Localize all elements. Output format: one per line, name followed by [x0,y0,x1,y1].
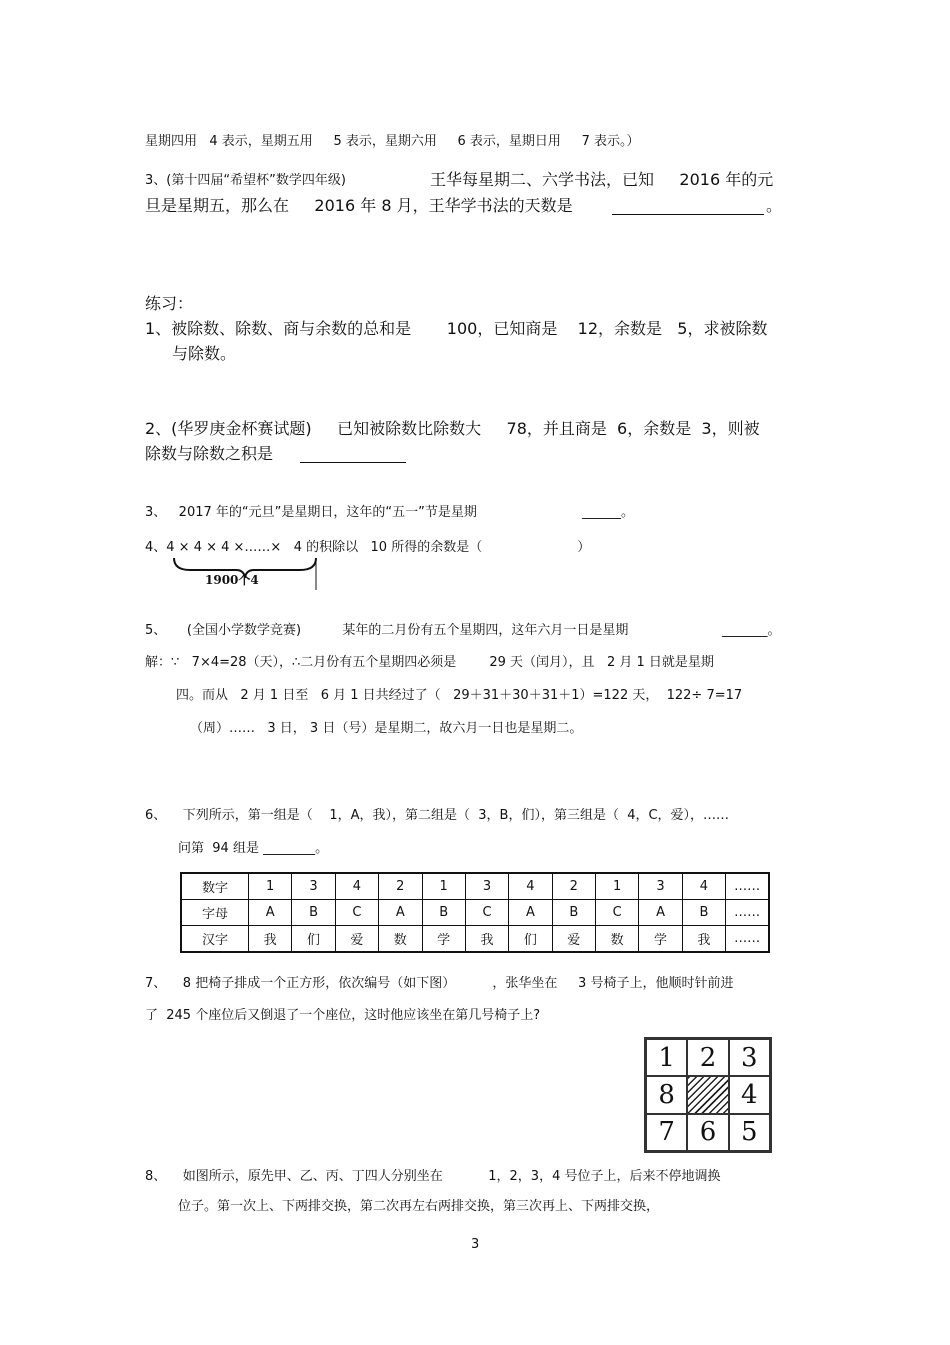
practice-1-text-b: 与除数。 [172,344,237,363]
table-cell: B [292,900,335,926]
table-row [181,926,769,953]
row-label: 汉字 [181,926,249,953]
chair-number: 8 [646,1076,687,1113]
chair-number: 7 [646,1114,687,1151]
table-cell: 2 [552,873,595,900]
table-cell: 我 [682,926,725,953]
table-row [181,873,769,900]
practice-3-text: 3、 2017 年的“元旦”是星期日，这年的“五一”节是星期 [145,505,477,520]
table-row [181,900,769,926]
table-cell: 们 [509,926,552,953]
table-cell: …… [726,926,769,953]
question-3-text-b: 旦是星期五，那么在 2016 年 8 月，王华学书法的天数是 [145,196,573,215]
table-cell: A [249,900,292,926]
practice-heading: 练习： [145,294,194,313]
chair-number: 3 [729,1039,770,1076]
table-cell: C [335,900,378,926]
practice-5-end: _______。 [722,623,781,638]
table-cell: C [465,900,508,926]
underbrace-label: 1900个4 [205,573,259,587]
practice-6-text-a: 6、 下列所示，第一组是（ 1，A，我），第二组是（ 3，B，们），第三组是（ 4，C，爱），…… [145,808,730,823]
table-cell: …… [726,873,769,900]
table-cell: 3 [639,873,682,900]
practice-2-text-a: 2、(华罗庚金杯赛试题) 已知被除数比除数大 78，并且商是 6，余数是 3，则被 [145,419,760,438]
chair-number: 1 [646,1039,687,1076]
practice-1-text-a: 1、被除数、除数、商与余数的总和是 100，已知商是 12，余数是 5，求被除数 [145,319,768,338]
table-cell: B [682,900,725,926]
sequence-table [180,872,770,953]
hatched-center-cell [687,1076,728,1113]
table-cell: 爱 [552,926,595,953]
chair-number: 2 [687,1039,728,1076]
chair-grid [644,1037,772,1153]
practice-3-end: ______。 [582,505,635,520]
table-cell: 4 [509,873,552,900]
row-label: 数字 [181,873,249,900]
table-cell: 1 [249,873,292,900]
table-cell: 爱 [335,926,378,953]
question-3-end: 。 [766,196,783,215]
chair-number: 6 [687,1114,728,1151]
table-cell: 3 [465,873,508,900]
practice-4-text: 4、4 × 4 × 4 ×……× 4 的积除以 10 所得的余数是（ ） [145,540,591,555]
table-cell: 1 [596,873,639,900]
chair-number: 4 [729,1076,770,1113]
table-cell: 4 [335,873,378,900]
solution-line-1: 解：∵ 7×4=28（天），∴二月份有五个星期四必须是 29 天（闰月），且 2 月 1 日就是星期 [145,655,714,670]
answer-blank [612,213,764,215]
practice-6-text-b: 问第 94 组是 ________。 [178,841,329,856]
table-cell: B [552,900,595,926]
practice-8-text-a: 8、 如图所示，原先甲、乙、丙、丁四人分别坐在 1，2，3，4 号位子上，后来不停地调换 [145,1169,721,1184]
table-cell: A [379,900,422,926]
practice-7-text-b: 了 245 个座位后又倒退了一个座位，这时他应该坐在第几号椅子上? [145,1008,541,1023]
practice-8-text-b: 位子。第一次上、下两排交换，第二次再左右两排交换，第三次再上、下两排交换， [178,1199,660,1214]
page-number: 3 [471,1237,480,1252]
solution-line-3: （周）…… 3 日， 3 日（号）是星期二，故六月一日也是星期二。 [190,721,583,736]
table-cell: 学 [422,926,465,953]
question-3-source: 3、(第十四届“希望杯”数学四年级) [145,173,346,188]
table-cell: 数 [596,926,639,953]
practice-7-text-a: 7、 8 把椅子排成一个正方形，依次编号（如下图） ，张华坐在 3 号椅子上，他顺时针前进 [145,976,734,991]
table-cell: 我 [249,926,292,953]
table-cell: 3 [292,873,335,900]
table-cell: A [509,900,552,926]
table-cell: 我 [465,926,508,953]
table-cell: 数 [379,926,422,953]
table-cell: 们 [292,926,335,953]
table-cell: 4 [682,873,725,900]
table-cell: 1 [422,873,465,900]
practice-2-text-b: 除数与除数之积是 [145,444,274,463]
table-cell: 学 [639,926,682,953]
table-cell: C [596,900,639,926]
chair-number: 5 [729,1114,770,1151]
question-3-text-a: 王华每星期二、六学书法，已知 2016 年的元 [430,170,774,189]
answer-blank [300,461,406,463]
table-cell: …… [726,900,769,926]
table-cell: 2 [379,873,422,900]
continued-text-line: 星期四用 4 表示，星期五用 5 表示，星期六用 6 表示，星期日用 7 表示。） [145,134,640,149]
row-label: 字母 [181,900,249,926]
solution-line-2: 四。而从 2 月 1 日至 6 月 1 日共经过了（ 29＋31＋30＋31＋1）=122 天， 122÷ 7=17 [176,688,743,703]
table-cell: A [639,900,682,926]
practice-5-text: 5、 (全国小学数学竞赛) 某年的二月份有五个星期四，这年六月一日是星期 [145,623,629,638]
table-cell: B [422,900,465,926]
